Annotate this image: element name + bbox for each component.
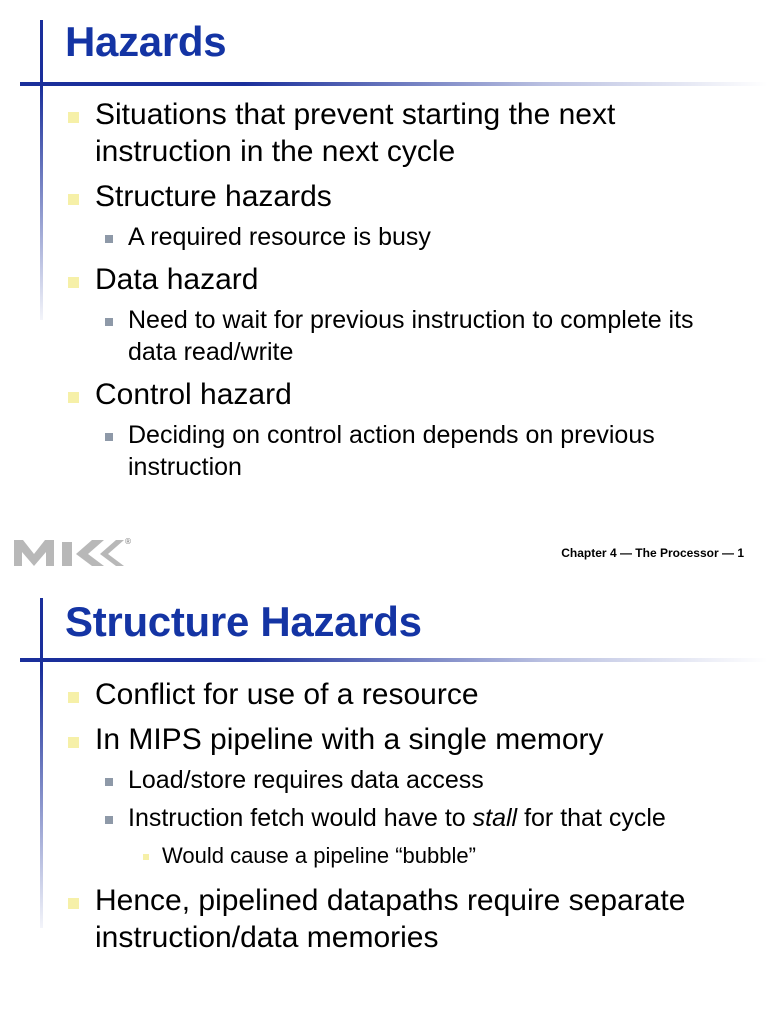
bullet-item: Data hazard [65, 261, 748, 298]
bullet-item: Structure hazards [65, 178, 748, 215]
sub-bullet-item [65, 802, 748, 834]
bullet-item: Control hazard [65, 376, 748, 413]
bullet-list [65, 676, 748, 964]
slide-title: Hazards [65, 18, 227, 65]
bullet-item: Conflict for use of a resource [65, 676, 748, 713]
slide-2 [0, 580, 768, 1024]
bullet-item: Situations that prevent starting the next instruction in the next cycle [65, 96, 748, 170]
slide-footer: Chapter 4 — The Processor — 1 [561, 546, 744, 560]
sub-bullet-item: Deciding on control action depends on previous instruction [65, 419, 748, 483]
bullet-item: In MIPS pipeline with a single memory [65, 721, 748, 758]
title-vertical-rule [40, 598, 43, 928]
slide-title: Structure Hazards [65, 598, 422, 645]
bullet-text: for that cycle [517, 804, 666, 832]
registered-mark: ® [124, 537, 132, 546]
mk-logo-icon [14, 532, 134, 570]
sub-bullet-item: Need to wait for previous instruction to complete its data read/write [65, 304, 748, 368]
sub-bullet-item: Load/store requires data access [65, 764, 748, 796]
sub-sub-bullet-item: Would cause a pipeline “bubble” [65, 842, 748, 870]
bullet-list [65, 96, 748, 491]
sub-bullet-item: A required resource is busy [65, 221, 748, 253]
title-horizontal-rule [20, 658, 768, 662]
emphasis-text: stall [472, 804, 518, 832]
bullet-item: Hence, pipelined datapaths require separate instruction/data memories [65, 882, 748, 956]
title-vertical-rule [40, 20, 43, 320]
title-horizontal-rule [20, 82, 768, 86]
bullet-text: Instruction fetch would have to [128, 804, 473, 832]
